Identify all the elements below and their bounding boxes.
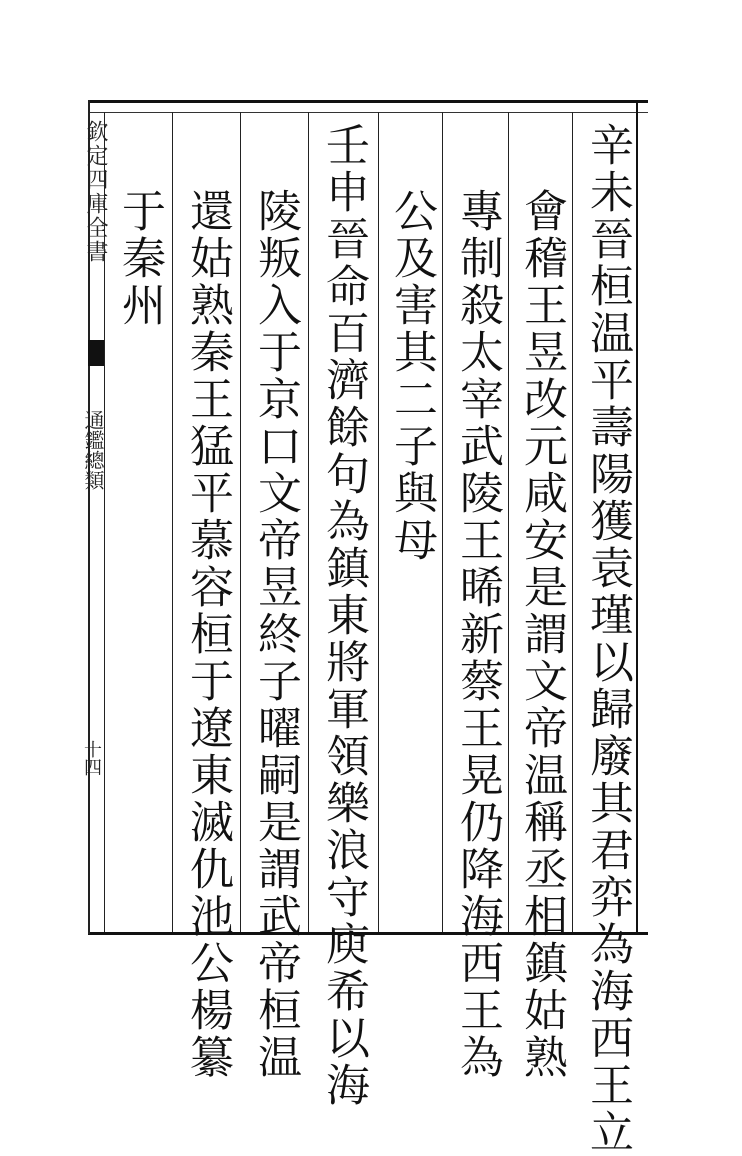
section-title-margin: 通鑑總類 xyxy=(81,410,105,490)
book-title-margin: 欽定四庫全書 xyxy=(83,120,108,264)
text-column-2: 會稽王昱改元咸安是謂文帝温稱丞相鎮姑熟 xyxy=(516,188,567,1081)
fish-tail-mark xyxy=(88,340,104,366)
text-column-1: 辛未晉桓温平壽陽獲袁瑾以歸廢其君弈為海西王立 xyxy=(582,122,633,1156)
column-rule xyxy=(378,112,379,932)
column-rule xyxy=(172,112,173,932)
text-column-5: 壬申晉命百濟餘句為鎮東將軍領樂浪守庾希以海 xyxy=(318,122,369,1109)
column-rule xyxy=(240,112,241,932)
text-column-8: 于秦州 xyxy=(114,188,165,329)
text-column-7: 還姑熟秦王猛平慕容桓于遼東滅仇池公楊纂 xyxy=(182,188,233,1081)
column-rule xyxy=(572,112,573,932)
text-column-4: 公及害其二子與母 xyxy=(386,188,437,564)
page-number: 十四 xyxy=(81,740,102,776)
text-column-3: 專制殺太宰武陵王晞新蔡王晃仍降海西王為 xyxy=(452,188,503,1081)
column-rule xyxy=(508,112,509,932)
frame-top-border xyxy=(88,100,648,103)
column-rule xyxy=(308,112,309,932)
column-rule xyxy=(442,112,443,932)
text-column-6: 陵叛入于京口文帝昱終子曜嗣是謂武帝桓温 xyxy=(250,188,301,1081)
